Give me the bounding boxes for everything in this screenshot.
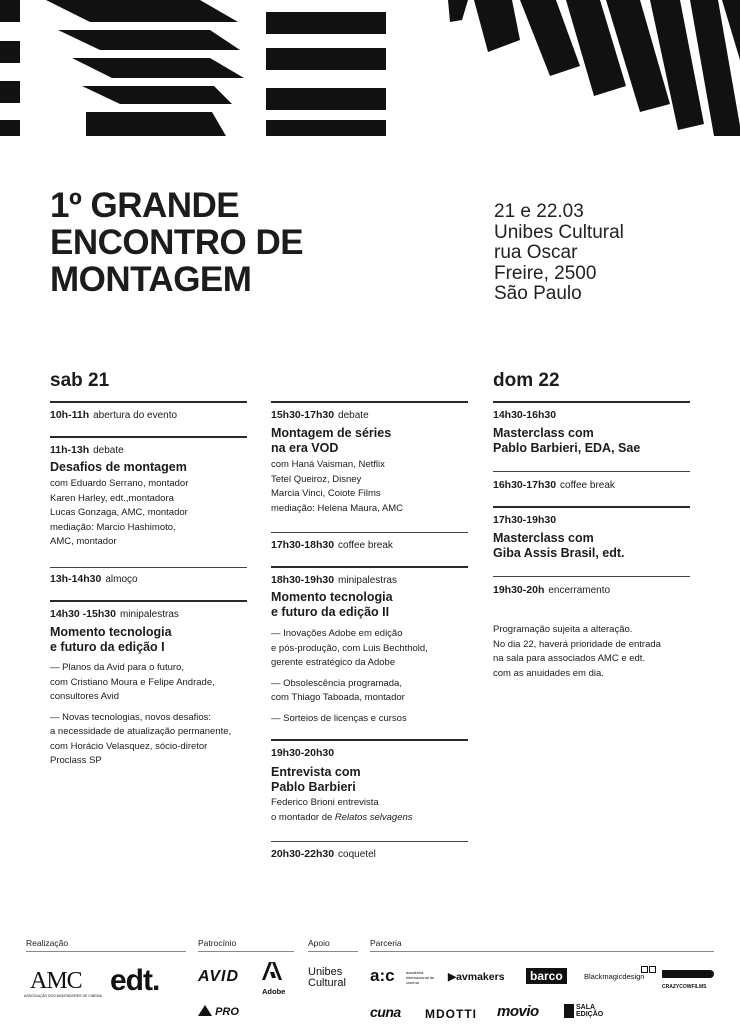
unibes-logo bbox=[308, 967, 346, 989]
divider bbox=[26, 951, 186, 952]
divider bbox=[50, 436, 247, 438]
striped-logo-graphic bbox=[0, 0, 740, 140]
avid-logo: AVID bbox=[198, 968, 240, 985]
line: a necessidade de atualização permanente, bbox=[50, 726, 232, 737]
session-description bbox=[50, 477, 188, 550]
time: 10h-11h bbox=[50, 409, 90, 421]
note-line: Programação sujeita a alteração. bbox=[493, 624, 633, 635]
title-line: Giba Assis Brasil, edt. bbox=[493, 546, 625, 560]
line: consultores Avid bbox=[50, 691, 120, 702]
tag: minipalestras bbox=[119, 609, 179, 620]
session-title bbox=[271, 590, 393, 620]
amc-logo-subtitle: ASSOCIAÇÃO DOS MONTADORES DE CINEMA bbox=[24, 994, 102, 998]
divider bbox=[50, 401, 247, 403]
schedule-item bbox=[50, 443, 124, 458]
line: Proclass SP bbox=[50, 755, 102, 766]
divider bbox=[50, 600, 247, 602]
divider bbox=[271, 532, 468, 533]
footer-label-parceria: Parceria bbox=[370, 938, 402, 948]
tag: debate bbox=[338, 410, 369, 421]
line: Karen Harley, edt.,montadora bbox=[50, 492, 174, 504]
line: com Eduardo Serrano, montador bbox=[50, 478, 189, 489]
tag: debate bbox=[93, 445, 124, 456]
title-line: Pablo Barbieri, EDA, Sae bbox=[493, 441, 641, 455]
avmakers-logo-text: avmakers bbox=[456, 971, 505, 983]
note-line: na sala para associados AMC e edt. bbox=[493, 653, 646, 664]
tag: coffee break bbox=[560, 480, 615, 491]
title-line: e futuro da edição II bbox=[271, 605, 390, 619]
sala-logo-text bbox=[576, 1004, 603, 1018]
unibes-logo-line2: Cultural bbox=[308, 977, 346, 989]
blackmagic-logo: Blackmagicdesign bbox=[584, 972, 645, 981]
aic-logo: a:c bbox=[370, 966, 395, 985]
proclass-logo-text: PRO bbox=[215, 1006, 239, 1018]
footer-label-apoio: Apoio bbox=[308, 938, 330, 948]
divider bbox=[271, 739, 468, 741]
cuna-logo: cuna bbox=[370, 1004, 401, 1020]
time: 14h30-16h30 bbox=[493, 409, 557, 421]
day-heading-sat: sab 21 bbox=[50, 370, 110, 391]
line: — Inovações Adobe em edição bbox=[271, 628, 403, 639]
proclass-logo bbox=[198, 1005, 239, 1018]
adobe-logo-text: Adobe bbox=[262, 987, 286, 996]
divider bbox=[50, 567, 247, 568]
time: 15h30-17h30 bbox=[271, 409, 335, 421]
time: 18h30-19h30 bbox=[271, 574, 335, 586]
crazycow-logo: CRAZYCOWFILMS bbox=[662, 984, 707, 990]
avmakers-logo bbox=[448, 971, 505, 983]
divider bbox=[198, 951, 294, 952]
schedule-item bbox=[493, 583, 610, 598]
blackmagic-icon bbox=[641, 966, 656, 973]
sala-de-edicao-logo bbox=[564, 1004, 603, 1018]
title-line-2: ENCONTRO DE bbox=[50, 223, 304, 262]
adobe-logo bbox=[262, 962, 285, 996]
footer-label-realizacao: Realização bbox=[26, 938, 69, 948]
title-line: Momento tecnologia bbox=[271, 590, 393, 604]
tag: coquetel bbox=[338, 849, 376, 860]
avmakers-icon: ▶ bbox=[448, 971, 457, 983]
schedule-item bbox=[50, 572, 138, 587]
barco-logo: barco bbox=[526, 968, 567, 984]
title-line-1: 1º GRANDE bbox=[50, 186, 240, 225]
session-title bbox=[271, 426, 391, 456]
event-dates: 21 e 22.03 bbox=[494, 201, 584, 222]
divider bbox=[493, 506, 690, 508]
session-description bbox=[271, 458, 403, 516]
title-line: e futuro da edição I bbox=[50, 640, 165, 654]
sala-logo-line2: EDIÇÃO bbox=[576, 1011, 604, 1018]
divider bbox=[308, 951, 358, 952]
title-line: na era VOD bbox=[271, 441, 339, 455]
film-title: Relatos selvagens bbox=[334, 811, 413, 823]
schedule-item bbox=[493, 408, 556, 423]
divider bbox=[493, 576, 690, 577]
notes bbox=[493, 623, 661, 681]
tag: almoço bbox=[105, 574, 138, 585]
line: com Thiago Taboada, montador bbox=[271, 692, 405, 703]
line: — Planos da Avid para o futuro, bbox=[50, 662, 184, 673]
sala-logo-line1: SALA bbox=[576, 1004, 596, 1011]
time: 16h30-17h30 bbox=[493, 479, 557, 491]
crazycow-icon bbox=[662, 970, 714, 978]
title-line: Masterclass com bbox=[493, 426, 594, 440]
edt-logo: edt. bbox=[110, 964, 160, 997]
time: 14h30 -15h30 bbox=[50, 608, 116, 620]
schedule-item bbox=[493, 513, 556, 528]
divider bbox=[271, 841, 468, 842]
time: 17h30-18h30 bbox=[271, 539, 335, 551]
divider bbox=[370, 951, 714, 952]
divider bbox=[493, 471, 690, 472]
session-description bbox=[50, 661, 231, 769]
session-title bbox=[493, 426, 640, 456]
schedule-item bbox=[271, 408, 369, 423]
line-prefix: o montador de bbox=[271, 811, 335, 823]
line: mediação: Marcio Hashimoto, bbox=[50, 521, 176, 533]
schedule-item bbox=[50, 408, 177, 423]
tag: minipalestras bbox=[338, 575, 397, 586]
line: — Obsolescência programada, bbox=[271, 677, 402, 689]
line: Marcia Vinci, Coiote Films bbox=[271, 488, 381, 499]
line: Federico Brioni entrevista bbox=[271, 797, 379, 808]
line bbox=[271, 811, 413, 826]
title-line: Entrevista com bbox=[271, 765, 361, 779]
session-title: Desafios de montagem bbox=[50, 460, 187, 474]
unibes-logo-line1: Unibes bbox=[308, 966, 343, 978]
line: gerente estratégico da Adobe bbox=[271, 657, 396, 668]
line: com Horácio Velasquez, sócio-diretor bbox=[50, 740, 208, 752]
title-line: Masterclass com bbox=[493, 531, 594, 545]
line: Tetel Queiroz, Disney bbox=[271, 473, 362, 485]
title-line: Montagem de séries bbox=[271, 426, 392, 440]
time: 11h-13h bbox=[50, 444, 90, 456]
event-venue: Unibes Cultural bbox=[494, 221, 624, 243]
note-line: No dia 22, haverá prioridade de entrada bbox=[493, 638, 661, 650]
schedule-item bbox=[271, 573, 397, 588]
schedule-item bbox=[493, 478, 615, 493]
time: 13h-14h30 bbox=[50, 573, 102, 585]
event-title bbox=[50, 187, 303, 298]
line: Lucas Gonzaga, AMC, montador bbox=[50, 507, 188, 518]
event-city: São Paulo bbox=[494, 283, 582, 304]
time: 20h30-22h30 bbox=[271, 848, 335, 860]
mdotti-logo: MDOTTI bbox=[425, 1007, 477, 1021]
line: AMC, montador bbox=[50, 536, 117, 547]
movio-logo: movio bbox=[497, 1003, 539, 1020]
session-description bbox=[271, 627, 428, 726]
sala-icon bbox=[564, 1004, 574, 1018]
time: 17h30-19h30 bbox=[493, 514, 557, 526]
line: mediação: Helena Maura, AMC bbox=[271, 502, 404, 514]
tag: encerramento bbox=[548, 585, 611, 596]
proclass-icon bbox=[198, 1005, 212, 1016]
schedule-item bbox=[271, 847, 376, 862]
schedule-item bbox=[271, 746, 334, 761]
divider bbox=[271, 401, 468, 403]
event-address-1: rua Oscar bbox=[494, 242, 578, 263]
line: e pós-produção, com Luis Bechthold, bbox=[271, 642, 428, 654]
note-line: com as anuidades em dia. bbox=[493, 667, 604, 679]
time: 19h30-20h bbox=[493, 584, 545, 596]
line: — Novas tecnologias, novos desafios: bbox=[50, 711, 212, 723]
time: 19h30-20h30 bbox=[271, 747, 335, 759]
session-description bbox=[271, 796, 413, 825]
divider bbox=[493, 401, 690, 403]
divider bbox=[271, 566, 468, 568]
title-line: Momento tecnologia bbox=[50, 625, 172, 639]
day-heading-sun: dom 22 bbox=[493, 370, 560, 391]
schedule-item bbox=[50, 607, 179, 622]
event-address-2: Freire, 2500 bbox=[494, 262, 597, 284]
schedule-item bbox=[271, 538, 393, 553]
aic-logo-subtitle: academia internacional de cinema bbox=[406, 970, 435, 985]
adobe-icon bbox=[262, 962, 282, 980]
title-line: Pablo Barbieri bbox=[271, 780, 356, 794]
title-line-3: MONTAGEM bbox=[50, 260, 252, 299]
session-title bbox=[493, 531, 625, 561]
footer-label-patrocinio: Patrocínio bbox=[198, 938, 237, 948]
session-title bbox=[50, 625, 172, 655]
event-info bbox=[494, 202, 624, 305]
tag: abertura do evento bbox=[93, 410, 178, 421]
amc-logo: AMC bbox=[30, 968, 82, 994]
line: — Sorteios de licenças e cursos bbox=[271, 712, 407, 724]
line: com Haná Vaisman, Netflix bbox=[271, 459, 385, 470]
line: com Cristiano Moura e Felipe Andrade, bbox=[50, 676, 215, 688]
session-title bbox=[271, 765, 361, 795]
tag: coffee break bbox=[338, 540, 393, 551]
